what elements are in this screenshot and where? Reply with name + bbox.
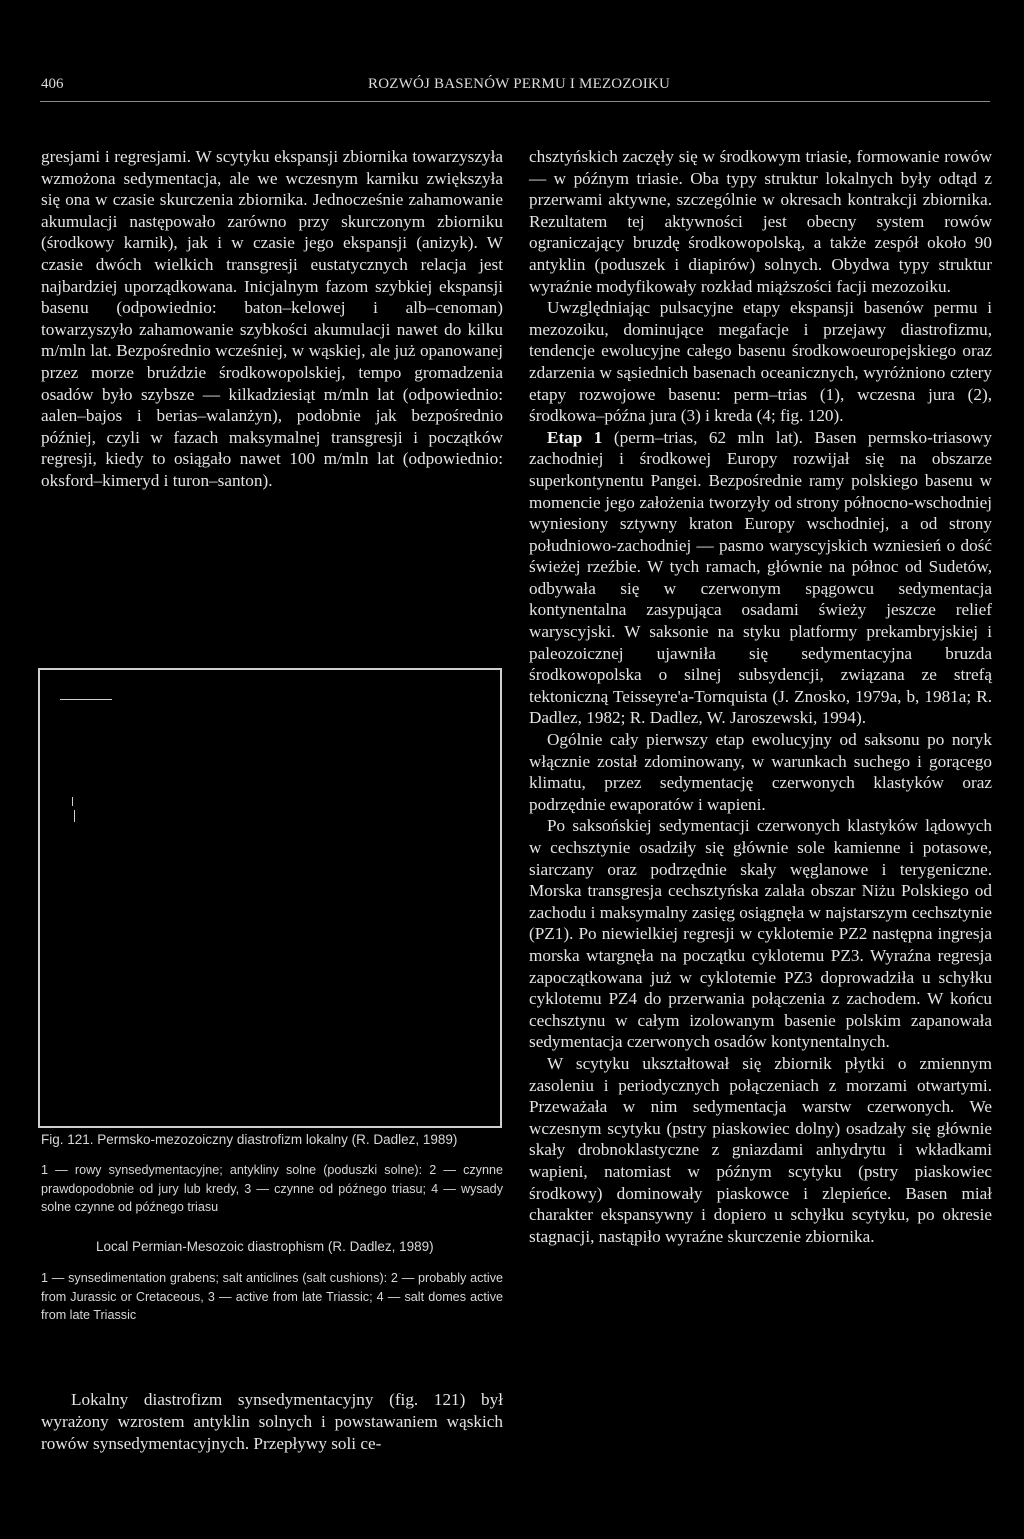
figure-caption-pl: Fig. 121. Permsko-mezozoiczny diastrofizm lokalny (R. Dadlez, 1989) [41, 1132, 458, 1147]
right-column [529, 146, 992, 1247]
map-line-mark [60, 699, 112, 700]
paragraph: Lokalny diastrofizm synsedymentacyjny (fig. 121) był wyrażony wzrostem antyklin solnych i powstawaniem wąskich rowów synsedymentacyjnych. Przepływy soli ce- [41, 1390, 503, 1453]
left-column [41, 146, 503, 492]
paragraph: chsztyńskich zaczęły się w środkowym triasie, formowanie rowów — w późnym triasie. Oba typy struktur lokalnych były odtąd z przerwami aktywne, szczególnie w okresach kontrakcji zbiornika. Rezultatem tej aktywności jest obecny system rowów ograniczający bruzdę środkowopolską, a także zespół około 90 antyklin (poduszek i diapirów) solnych. Obydwa typy struktur wyraźnie modyfikowały rozkład miąższości facji mezozoiku. [529, 147, 992, 296]
paragraph-text: (perm–trias, 62 mln lat). Basen permsko-triasowy zachodniej i środkowej Europy rozwijał się na obszarze superkontynentu Pangei. Bezpośrednie ramy polskiego basenu w momencie jego założenia tworzyły od strony północno-wschodniej wyniesiony sztywny kraton Europy wschodniej, a od strony południowo-zachodniej — pasmo waryscyjskich wzniesień o dość świeżej rzeźbie. W tych ramach, głównie na północ od Sudetów, odbywała się w czerwonym spągowcu sedymentacja kontynentalna zasypująca osadami świeży jeszcze relief waryscyjski. W saksonie na styku platformy prekambryjskiej i paleozoicznej ujawniła się sedymentacyjna bruzda środkowopolska o silnej subsydencji, związana ze strefą tektoniczną Teisseyre'a-Tornquista (J. Znosko, 1979a, b, 1981a; R. Dadlez, 1982; R. Dadlez, W. Jaroszewski, 1994). [529, 427, 992, 728]
figure-legend-pl: 1 — rowy synsedymentacyjne; antykliny solne (poduszki solne): 2 — czynne prawdopodobnie od jury lub kredy, 3 — czynne od późnego triasu; 4 — wysady solne czynne od późnego triasu [41, 1163, 503, 1214]
left-bottom-text [41, 1389, 503, 1454]
etap-label: Etap 1 [547, 427, 603, 447]
paragraph: W scytyku ukształtował się zbiornik płytki o zmiennym zasoleniu i periodycznych połączeniach z morzami otwartymi. Przeważała w nim sedymentacja warstw czerwonych. We wczesnym scytyku (pstry piaskowiec dolny) osadzały się głównie skały drobnoklastyczne z gniazdami anhydrytu i wkładkami wapieni, natomiast w późnym scytyku (pstry piaskowiec środkowy) dominowały piaskowce i zlepieńce. Basen miał charakter ekspansywny i dopiero u schyłku scytyku, po okresie stagnacji, nastąpiło wyraźne skurczenie zbiornika. [529, 1053, 992, 1246]
paragraph: Uwzględniając pulsacyjne etapy ekspansji basenów permu i mezozoiku, dominujące megafacje i przejawy diastrofizmu, tendencje ewolucyjne całego basenu środkowoeuropejskiego oraz zdarzenia w sąsiednich basenach oceanicznych, wyróżniono cztery etapy rozwojowe basenu: perm–trias (1), wczesna jura (2), środkowa–późna jura (3) i kreda (4; fig. 120). [529, 298, 992, 426]
map-tick-mark [74, 810, 75, 822]
page-number: 406 [41, 76, 64, 92]
running-title: ROZWÓJ BASENÓW PERMU I MEZOZOIKU [368, 76, 670, 92]
figure-caption-en: Local Permian-Mesozoic diastrophism (R. Dadlez, 1989) [96, 1239, 434, 1254]
map-tick-mark [72, 797, 73, 806]
paragraph: gresjami i regresjami. W scytyku ekspansji zbiornika towarzyszyła wzmożona sedymentacja, ale we wczesnym karniku zwiększyła się ona w czasie skurczenia zbiornika. Jednocześnie zahamowanie akumulacji następowało zarówno przy skurczonym zbiorniku (środkowy karnik), jak i w czasie jego ekspansji (anizyk). W czasie dwóch wielkich transgresji eustatycznych relacja jest najbardziej uporządkowana. Inicjalnym fazom szybkiej ekspansji basenu (odpowiednio: baton–kelowej i alb–cenoman) towarzyszyło zahamowanie szybkości akumulacji nawet do kilku m/mln lat. Bezpośrednio wcześniej, w wąskiej, ale już opanowanej przez morze bruździe środkowopolskiej, tempo gromadzenia osadów było szybsze — kilkadziesiąt m/mln lat (odpowiednio: aalen–bajos i berias–walanżyn), podobnie jak bezpośrednio później, czyli w fazach maksymalnej transgresji i początków regresji, kiedy to osiągało nawet 100 m/mln lat (odpowiednio: oksford–kimeryd i turon–santon). [41, 147, 503, 490]
header-rule [40, 101, 990, 102]
figure-map-frame [38, 668, 502, 1128]
paragraph-etap-1 [529, 427, 992, 729]
figure-legend-en: 1 — synsedimentation grabens; salt anticlines (salt cushions): 2 — probably active from Jurassic or Cretaceous, 3 — active from late Triassic; 4 — salt domes active from late Triassic [41, 1271, 503, 1322]
paragraph: Po saksońskiej sedymentacji czerwonych klastyków lądowych w cechsztynie osadziły się głównie sole kamienne i potasowe, siarczany oraz podrzędnie skały węglanowe i terygeniczne. Morska transgresja cechsztyńska zalała obszar Niżu Polskiego od zachodu i maksymalny zasięg osiągnęła w najstarszym cechsztynie (PZ1). Po niewielkiej regresji w cyklotemie PZ2 następna ingresja morska wtargnęła na początku cyklotemu PZ3. Wyraźna regresja zapoczątkowana już w cyklotemie PZ3 doprowadziła u schyłku cyklotemu PZ4 do przerwania połączenia z zachodem. W końcu cechsztynu w całym izolowanym basenie polskim zapanowała sedymentacja czerwonych osadów kontynentalnych. [529, 816, 992, 1052]
paragraph: Ogólnie cały pierwszy etap ewolucyjny od saksonu po noryk włącznie został zdominowany, w warunkach suchego i gorącego klimatu, przez sedymentację czerwonych klastyków oraz podrzędnie ewaporatów i wapieni. [529, 730, 992, 814]
